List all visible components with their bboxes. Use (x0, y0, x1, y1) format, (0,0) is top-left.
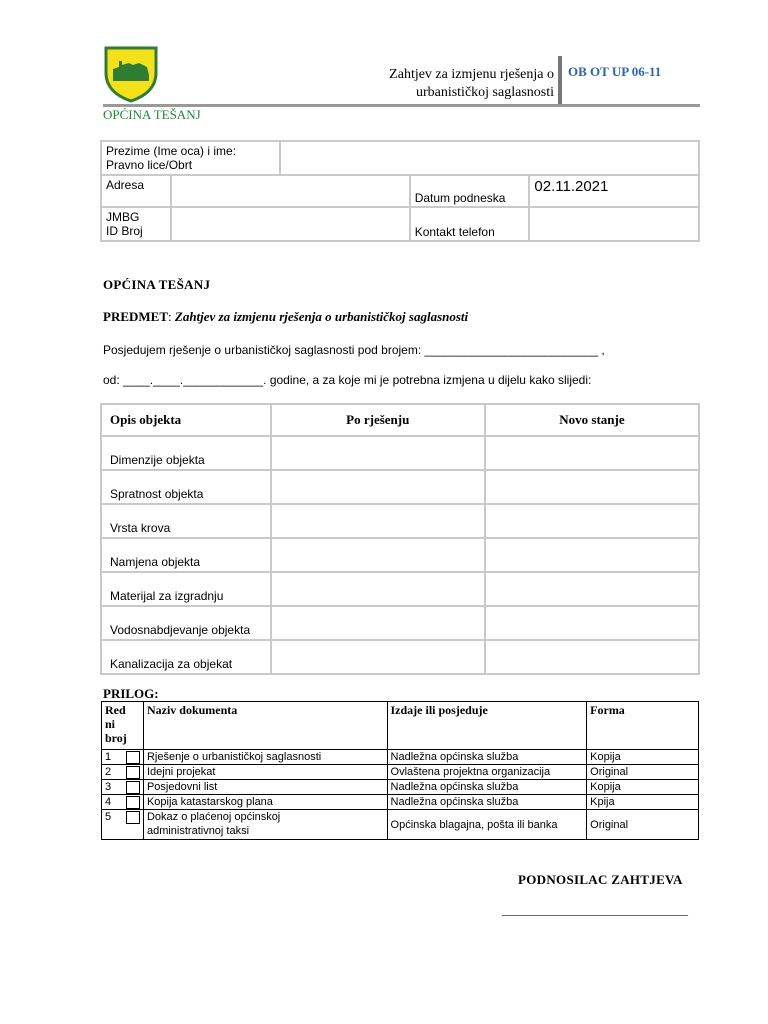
document-title (330, 66, 554, 102)
attachment-issuer: Općinska blagajna, pošta ili banka (387, 810, 587, 840)
attachment-row (102, 810, 699, 840)
attachment-row (102, 780, 699, 795)
name-label (101, 141, 280, 175)
signature-line[interactable]: _______________________________ (502, 903, 688, 917)
applicant-info-table (100, 140, 700, 242)
object-row-label: Dimenzije objekta (101, 436, 271, 470)
attachment-number-cell (102, 810, 144, 840)
column-header-per-decision: Po rješenju (271, 404, 485, 436)
attachment-number: 3 (105, 781, 112, 793)
attachment-checkbox[interactable] (126, 811, 140, 824)
per-decision-cell[interactable] (271, 538, 485, 572)
new-state-cell[interactable] (485, 606, 699, 640)
decision-date-line: od: ____.____.____________. godine, a za koje mi je potrebna izmjena u dijelu kako slijedi: (103, 373, 592, 387)
new-state-cell[interactable] (485, 538, 699, 572)
new-state-cell[interactable] (485, 572, 699, 606)
new-state-cell[interactable] (485, 470, 699, 504)
attachment-row (102, 765, 699, 780)
name-label-line-1: Prezime (Ime oca) i ime: (106, 144, 237, 158)
submission-date-label: Datum podneska (410, 175, 530, 207)
jmbg-field[interactable] (171, 207, 410, 241)
per-decision-cell[interactable] (271, 606, 485, 640)
object-row-label: Vrsta krova (101, 504, 271, 538)
attachment-name-line-2: administrativnoj taksi (146, 825, 250, 837)
column-header-description: Opis objekta (101, 404, 271, 436)
coat-of-arms-logo (103, 45, 159, 103)
attachment-form: Kpija (587, 795, 699, 810)
attachment-name: Rješenje o urbanističkoj saglasnosti (143, 750, 387, 765)
attachments-title: PRILOG: (103, 686, 159, 701)
id-number-label: ID Broj (106, 224, 143, 238)
document-title-line-1: Zahtjev za izmjenu rješenja o (389, 67, 554, 82)
municipality-name: OPĆINA TEŠANJ (103, 107, 201, 122)
object-row-label: Kanalizacija za objekat (101, 640, 271, 674)
phone-field[interactable] (529, 207, 699, 241)
new-state-cell[interactable] (485, 436, 699, 470)
attachment-form: Kopija (587, 750, 699, 765)
subject-text: Zahtjev za izmjenu rješenja o urbanističkoj saglasnosti (174, 309, 469, 324)
attachment-name-line-1: Dokaz o plaćenoj općinskoj (146, 811, 281, 823)
submission-date-field[interactable]: 02.11.2021 (529, 175, 699, 207)
attachment-issuer: Nadležna općinska služba (387, 780, 587, 795)
attachment-checkbox[interactable] (126, 766, 140, 779)
attachment-name: Posjedovni list (143, 780, 387, 795)
column-header-number (102, 702, 144, 750)
attachment-row (102, 795, 699, 810)
subject-label: PREDMET (103, 309, 168, 324)
attachment-checkbox[interactable] (126, 796, 140, 809)
attachment-number: 1 (105, 751, 112, 763)
decision-number-line: Posjedujem rješenje o urbanističkoj saglasnosti pod brojem: __________________________ , (103, 343, 605, 357)
column-header-number-line-2: ni (105, 717, 116, 731)
object-row-label: Namjena objekta (101, 538, 271, 572)
column-header-form: Forma (587, 702, 699, 750)
attachment-number-cell (102, 765, 144, 780)
attachment-name: Idejni projekat (143, 765, 387, 780)
attachment-checkbox[interactable] (126, 751, 140, 764)
attachment-row (102, 750, 699, 765)
document-title-line-2: urbanističkoj saglasnosti (415, 85, 554, 100)
object-row-label: Spratnost objekta (101, 470, 271, 504)
object-row-label: Materijal za izgradnju (101, 572, 271, 606)
attachment-number-cell (102, 795, 144, 810)
address-label: Adresa (101, 175, 171, 207)
attachment-issuer: Nadležna općinska služba (387, 795, 587, 810)
new-state-cell[interactable] (485, 640, 699, 674)
attachment-name (143, 810, 387, 840)
attachment-form: Kopija (587, 780, 699, 795)
new-state-cell[interactable] (485, 504, 699, 538)
attachment-number: 4 (105, 796, 112, 808)
attachment-number-cell (102, 750, 144, 765)
name-field[interactable] (280, 141, 699, 175)
jmbg-label (101, 207, 171, 241)
jmbg-label-text: JMBG (106, 210, 140, 224)
attachment-form: Original (587, 765, 699, 780)
per-decision-cell[interactable] (271, 470, 485, 504)
column-header-document-name: Naziv dokumenta (143, 702, 387, 750)
address-field[interactable] (171, 175, 410, 207)
column-header-issuer: Izdaje ili posjeduje (387, 702, 587, 750)
name-label-line-2: Pravno lice/Obrt (106, 158, 193, 172)
attachment-number: 5 (105, 811, 112, 823)
phone-label: Kontakt telefon (410, 207, 530, 241)
per-decision-cell[interactable] (271, 504, 485, 538)
header-divider (558, 56, 562, 104)
attachment-number-cell (102, 780, 144, 795)
per-decision-cell[interactable] (271, 436, 485, 470)
column-header-number-line-1: Red (105, 703, 126, 717)
section-title: OPĆINA TEŠANJ (103, 277, 211, 292)
object-description-table (100, 403, 700, 675)
subject-line: PREDMET: Zahtjev za izmjenu rješenja o urbanističkoj saglasnosti (103, 309, 469, 324)
attachment-form: Original (587, 810, 699, 840)
applicant-signature-label: PODNOSILAC ZAHTJEVA (518, 872, 683, 887)
attachment-issuer: Ovlaštena projektna organizacija (387, 765, 587, 780)
attachment-checkbox[interactable] (126, 781, 140, 794)
document-code: OB OT UP 06-11 (568, 64, 662, 79)
object-row-label: Vodosnabdjevanje objekta (101, 606, 271, 640)
column-header-new-state: Novo stanje (485, 404, 699, 436)
column-header-number-line-3: broj (105, 731, 127, 745)
attachment-issuer: Nadležna općinska služba (387, 750, 587, 765)
attachments-table (101, 701, 699, 840)
per-decision-cell[interactable] (271, 572, 485, 606)
per-decision-cell[interactable] (271, 640, 485, 674)
attachment-name: Kopija katastarskog plana (143, 795, 387, 810)
attachment-number: 2 (105, 766, 112, 778)
